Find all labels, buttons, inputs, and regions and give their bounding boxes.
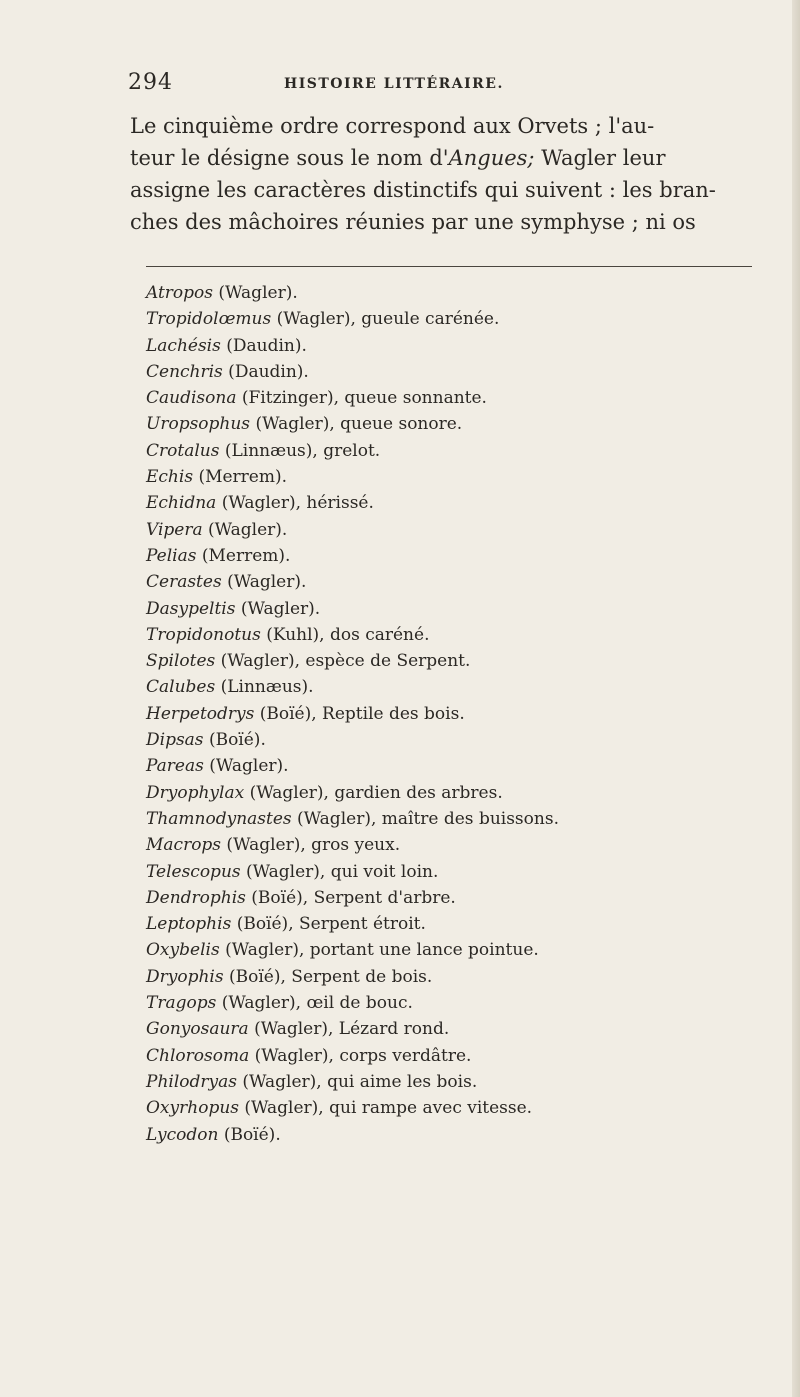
- genus-description: (Daudin).: [222, 361, 309, 382]
- genus-description: (Wagler), Lézard rond.: [248, 1019, 450, 1040]
- genus-description: (Wagler), queue sonore.: [250, 414, 463, 435]
- genus-entry: [146, 517, 766, 543]
- genus-entry: [146, 438, 766, 464]
- genus-name: Dasypeltis: [146, 598, 236, 619]
- genus-entry: [146, 990, 766, 1016]
- genus-description: (Wagler).: [202, 519, 288, 540]
- genus-entry: [146, 885, 766, 911]
- genus-name: Gonyosaura: [146, 1019, 249, 1040]
- genus-description: (Wagler), œil de bouc.: [216, 993, 413, 1014]
- genus-entry: [146, 1016, 766, 1042]
- genus-description: (Boïé).: [218, 1124, 281, 1145]
- genus-entry: [146, 596, 766, 622]
- genus-name: Cenchris: [146, 361, 223, 382]
- genus-entry: [146, 306, 766, 332]
- body-line: [130, 142, 750, 174]
- genus-description: (Wagler).: [203, 756, 289, 777]
- genus-description: (Wagler), maître des buissons.: [291, 808, 559, 829]
- genus-name: Tropidolœmus: [146, 309, 272, 330]
- genus-description: (Boïé), Serpent de bois.: [223, 966, 433, 987]
- genus-entry: [146, 1043, 766, 1069]
- genus-name: Atropos: [146, 283, 214, 303]
- genus-name: Dendrophis: [146, 887, 246, 908]
- genus-name: Thamnodynastes: [146, 808, 292, 829]
- genus-entry: [146, 385, 766, 411]
- genus-description: (Wagler), gardien des arbres.: [244, 782, 503, 803]
- genus-entry: [146, 832, 766, 858]
- genus-description: (Wagler), qui voit loin.: [240, 861, 439, 882]
- genus-name: Echis: [146, 467, 194, 488]
- genus-name: Pelias: [146, 545, 197, 566]
- genus-name: Crotalus: [146, 440, 220, 461]
- genus-entry: [146, 859, 766, 885]
- genus-description: (Kuhl), dos caréné.: [260, 624, 430, 645]
- genus-entry: [146, 280, 766, 306]
- genus-name: Dipsas: [146, 730, 204, 751]
- genus-description: (Wagler).: [235, 598, 321, 619]
- genus-description: (Linnæus), grelot.: [219, 440, 381, 461]
- running-head: HISTOIRE LITTÉRAIRE.: [284, 76, 504, 92]
- genus-name: Oxybelis: [146, 940, 220, 961]
- genus-name: Pareas: [146, 756, 204, 777]
- genus-description: (Boïé), Serpent étroit.: [231, 914, 426, 935]
- genus-entry: [146, 464, 766, 490]
- genus-description: (Wagler), qui aime les bois.: [236, 1071, 478, 1092]
- genus-name: Tropidonotus: [146, 624, 261, 645]
- genus-entry: [146, 648, 766, 674]
- body-line: assigne les caractères distinctifs qui suivent : les bran-: [130, 178, 716, 202]
- genus-entry: [146, 1095, 766, 1121]
- genus-description: (Merrem).: [196, 545, 291, 566]
- genus-entry: [146, 622, 766, 648]
- genus-name: Calubes: [146, 677, 216, 698]
- genus-description: (Boïé), Serpent d'arbre.: [245, 887, 456, 908]
- genus-name: Leptophis: [146, 914, 232, 935]
- genus-name: Oxyrhopus: [146, 1098, 239, 1119]
- genus-entry: [146, 964, 766, 990]
- genus-entry: [146, 359, 766, 385]
- genus-name: Tragops: [146, 993, 217, 1014]
- body-text-segment: teur le désigne sous le nom d': [130, 146, 449, 170]
- genus-description: (Wagler), portant une lance pointue.: [219, 940, 539, 961]
- genus-entry: [146, 1069, 766, 1095]
- page-header: [128, 70, 688, 100]
- genus-entry: [146, 753, 766, 779]
- genus-entry: [146, 1122, 766, 1148]
- genus-entry: [146, 543, 766, 569]
- genus-description: (Daudin).: [220, 335, 307, 356]
- section-rule: [146, 266, 752, 267]
- genus-entry: [146, 569, 766, 595]
- genus-description: (Wagler).: [213, 283, 298, 303]
- genus-description: (Fitzinger), queue sonnante.: [236, 388, 487, 409]
- genus-entry: [146, 701, 766, 727]
- genus-name: Chlorosoma: [146, 1045, 250, 1066]
- genus-description: (Boïé), Reptile des bois.: [254, 703, 465, 724]
- genus-entry: [146, 333, 766, 359]
- genus-name: Lycodon: [146, 1124, 219, 1145]
- body-text-segment: Wagler leur: [534, 146, 666, 170]
- page-edge: [792, 0, 800, 1397]
- body-italic-term: Angues;: [448, 146, 535, 170]
- genera-list: [146, 280, 766, 1148]
- genus-name: Philodryas: [146, 1071, 237, 1092]
- genus-description: (Wagler), qui rampe avec vitesse.: [239, 1098, 533, 1119]
- genus-entry: [146, 780, 766, 806]
- genus-name: Cerastes: [146, 572, 222, 593]
- genus-name: Echidna: [146, 493, 217, 514]
- genus-description: (Boïé).: [203, 730, 266, 751]
- genus-description: (Linnæus).: [215, 677, 314, 698]
- genus-name: Herpetodrys: [146, 703, 255, 724]
- genus-entry: [146, 674, 766, 700]
- genus-name: Uropsophus: [146, 414, 251, 435]
- genus-description: (Wagler), hérissé.: [216, 493, 374, 514]
- genus-description: (Wagler), gueule carénée.: [271, 309, 500, 330]
- genus-name: Vipera: [146, 519, 203, 540]
- genus-entry: [146, 411, 766, 437]
- genus-entry: [146, 806, 766, 832]
- genus-description: (Wagler), corps verdâtre.: [249, 1045, 472, 1066]
- genus-description: (Wagler), espèce de Serpent.: [215, 651, 471, 672]
- body-paragraph: [130, 110, 750, 238]
- genus-description: (Merrem).: [193, 467, 288, 488]
- genus-name: Dryophis: [146, 966, 224, 987]
- genus-entry: [146, 937, 766, 963]
- genus-name: Caudisona: [146, 388, 237, 409]
- body-line: Le cinquième ordre correspond aux Orvets ; l'au-: [130, 114, 655, 138]
- genus-name: Dryophylax: [146, 782, 245, 803]
- genus-name: Macrops: [146, 835, 222, 856]
- genus-entry: [146, 490, 766, 516]
- genus-entry: [146, 727, 766, 753]
- body-line: ches des mâchoires réunies par une symphyse ; ni os: [130, 210, 696, 234]
- genus-name: Telescopus: [146, 861, 241, 882]
- genus-description: (Wagler).: [221, 572, 307, 593]
- page-number: 294: [128, 70, 173, 95]
- genus-name: Spilotes: [146, 651, 216, 672]
- genus-name: Lachésis: [146, 335, 221, 356]
- genus-description: (Wagler), gros yeux.: [221, 835, 401, 856]
- genus-entry: [146, 911, 766, 937]
